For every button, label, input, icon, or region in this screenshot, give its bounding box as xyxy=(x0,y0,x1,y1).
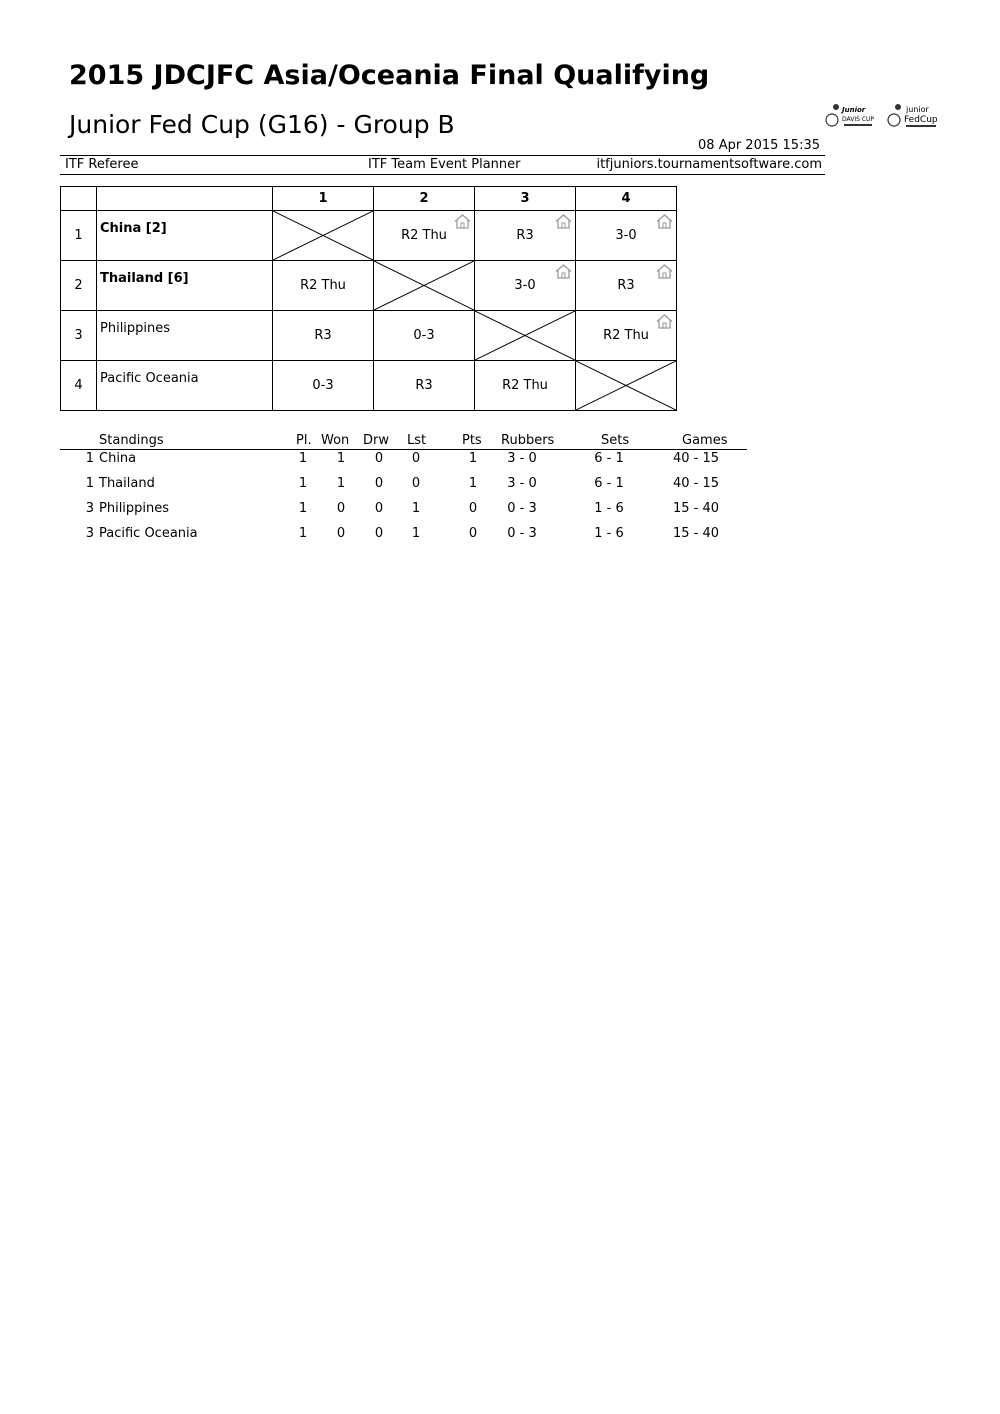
standings-heading: Standings xyxy=(99,433,164,448)
standing-sets: 6 - 1 xyxy=(594,476,624,491)
match-result: R3 xyxy=(314,328,332,343)
grid-col-header: 1 xyxy=(273,187,374,211)
standing-position: 3 xyxy=(85,501,94,516)
standing-position: 1 xyxy=(85,476,94,491)
standings-header xyxy=(60,433,747,450)
standings-row xyxy=(60,501,747,526)
home-icon xyxy=(555,264,572,279)
grid-team-name[interactable]: Thailand [6] xyxy=(97,261,273,311)
match-result: R2 Thu xyxy=(603,328,649,343)
grid-cell-self xyxy=(273,211,374,261)
grid-col-header: 4 xyxy=(576,187,677,211)
grid-col-header: 3 xyxy=(475,187,576,211)
standing-rubbers: 0 - 3 xyxy=(507,526,537,541)
grid-cell[interactable] xyxy=(576,311,677,361)
grid-row-number: 2 xyxy=(61,261,97,311)
match-result: R3 xyxy=(516,228,534,243)
header-divider-bottom xyxy=(60,174,825,175)
referee-label: ITF Referee xyxy=(65,157,139,172)
match-result: R3 xyxy=(617,278,635,293)
grid-team-name[interactable]: China [2] xyxy=(97,211,273,261)
self-match-cross xyxy=(273,211,373,260)
self-match-cross xyxy=(576,361,676,410)
grid-team-name[interactable]: Pacific Oceania xyxy=(97,361,273,411)
self-match-cross xyxy=(374,261,474,310)
standing-drawn: 0 xyxy=(374,476,384,491)
grid-corner-1 xyxy=(61,187,97,211)
standing-played: 1 xyxy=(298,476,308,491)
header-drawn: Drw xyxy=(363,433,389,448)
standing-lost: 0 xyxy=(411,451,421,466)
header-played: Pl. xyxy=(296,433,312,448)
grid-cell-self xyxy=(475,311,576,361)
standing-points: 1 xyxy=(468,476,478,491)
grid-cell[interactable] xyxy=(475,211,576,261)
logo-text-fedcup: FedCup xyxy=(904,115,938,125)
standings-row xyxy=(60,526,747,551)
home-icon xyxy=(656,214,673,229)
grid-cell[interactable] xyxy=(374,211,475,261)
home-icon xyxy=(656,314,673,329)
website-label: itfjuniors.tournamentsoftware.com xyxy=(596,157,822,172)
standing-games: 15 - 40 xyxy=(672,526,720,541)
standing-lost: 1 xyxy=(411,501,421,516)
standing-games: 15 - 40 xyxy=(672,501,720,516)
match-result: R2 Thu xyxy=(502,378,548,393)
standing-position: 1 xyxy=(85,451,94,466)
standing-team[interactable]: Thailand xyxy=(99,476,155,491)
grid-row-number: 3 xyxy=(61,311,97,361)
standing-sets: 1 - 6 xyxy=(594,526,624,541)
standing-position: 3 xyxy=(85,526,94,541)
standing-won: 0 xyxy=(336,501,346,516)
standing-points: 0 xyxy=(468,501,478,516)
standing-lost: 1 xyxy=(411,526,421,541)
group-grid xyxy=(60,186,677,411)
page-subtitle: Junior Fed Cup (G16) - Group B xyxy=(69,110,455,139)
grid-header-row xyxy=(61,187,677,211)
standing-sets: 6 - 1 xyxy=(594,451,624,466)
standing-lost: 0 xyxy=(411,476,421,491)
standing-team[interactable]: Pacific Oceania xyxy=(99,526,198,541)
match-result: 3-0 xyxy=(615,228,637,243)
standing-won: 0 xyxy=(336,526,346,541)
grid-corner-2 xyxy=(97,187,273,211)
grid-cell[interactable] xyxy=(273,361,374,411)
grid-row xyxy=(61,361,677,411)
grid-cell-self xyxy=(576,361,677,411)
grid-row xyxy=(61,261,677,311)
match-result: 0-3 xyxy=(413,328,435,343)
planner-label: ITF Team Event Planner xyxy=(368,157,521,172)
standing-rubbers: 0 - 3 xyxy=(507,501,537,516)
grid-row xyxy=(61,211,677,261)
grid-cell[interactable] xyxy=(374,311,475,361)
grid-cell[interactable] xyxy=(576,211,677,261)
grid-cell-self xyxy=(374,261,475,311)
standing-played: 1 xyxy=(298,526,308,541)
standing-rubbers: 3 - 0 xyxy=(507,451,537,466)
match-result: 0-3 xyxy=(312,378,334,393)
header-divider-top xyxy=(60,155,825,156)
standing-points: 1 xyxy=(468,451,478,466)
standings-row xyxy=(60,451,747,476)
header-won: Won xyxy=(321,433,350,448)
standing-games: 40 - 15 xyxy=(672,476,720,491)
header-points: Pts xyxy=(462,433,482,448)
grid-row-number: 4 xyxy=(61,361,97,411)
grid-cell[interactable] xyxy=(475,261,576,311)
standing-sets: 1 - 6 xyxy=(594,501,624,516)
header-rubbers: Rubbers xyxy=(501,433,555,448)
standing-drawn: 0 xyxy=(374,451,384,466)
logos xyxy=(822,100,942,134)
match-result: R3 xyxy=(415,378,433,393)
grid-row-number: 1 xyxy=(61,211,97,261)
home-icon xyxy=(454,214,471,229)
header-lost: Lst xyxy=(407,433,427,448)
print-datetime: 08 Apr 2015 15:35 xyxy=(698,138,820,153)
standing-team[interactable]: Philippines xyxy=(99,501,170,516)
standing-played: 1 xyxy=(298,501,308,516)
home-icon xyxy=(555,214,572,229)
grid-cell[interactable] xyxy=(273,261,374,311)
grid-cell[interactable] xyxy=(273,311,374,361)
match-result: R2 Thu xyxy=(300,278,346,293)
grid-cell[interactable] xyxy=(576,261,677,311)
logo-text-davis: DAVIS CUP xyxy=(842,116,875,123)
grid-cell[interactable] xyxy=(475,361,576,411)
self-match-cross xyxy=(475,311,575,360)
page-title: 2015 JDCJFC Asia/Oceania Final Qualifying xyxy=(69,60,710,91)
header-games: Games xyxy=(682,433,728,448)
logo-text-junior-2: junior xyxy=(906,105,929,114)
standing-rubbers: 3 - 0 xyxy=(507,476,537,491)
match-result: R2 Thu xyxy=(401,228,447,243)
grid-row xyxy=(61,311,677,361)
standing-played: 1 xyxy=(298,451,308,466)
grid-cell[interactable] xyxy=(374,361,475,411)
standing-won: 1 xyxy=(336,476,346,491)
standing-games: 40 - 15 xyxy=(672,451,720,466)
header-sets: Sets xyxy=(601,433,630,448)
match-result: 3-0 xyxy=(514,278,536,293)
grid-team-name[interactable]: Philippines xyxy=(97,311,273,361)
standing-points: 0 xyxy=(468,526,478,541)
standing-drawn: 0 xyxy=(374,526,384,541)
home-icon xyxy=(656,264,673,279)
standing-team[interactable]: China xyxy=(99,451,137,466)
standings-row xyxy=(60,476,747,501)
standing-won: 1 xyxy=(336,451,346,466)
standing-drawn: 0 xyxy=(374,501,384,516)
logo-text-junior-1: Junior xyxy=(842,106,866,114)
grid-col-header: 2 xyxy=(374,187,475,211)
davis-cup-logo xyxy=(822,100,942,134)
